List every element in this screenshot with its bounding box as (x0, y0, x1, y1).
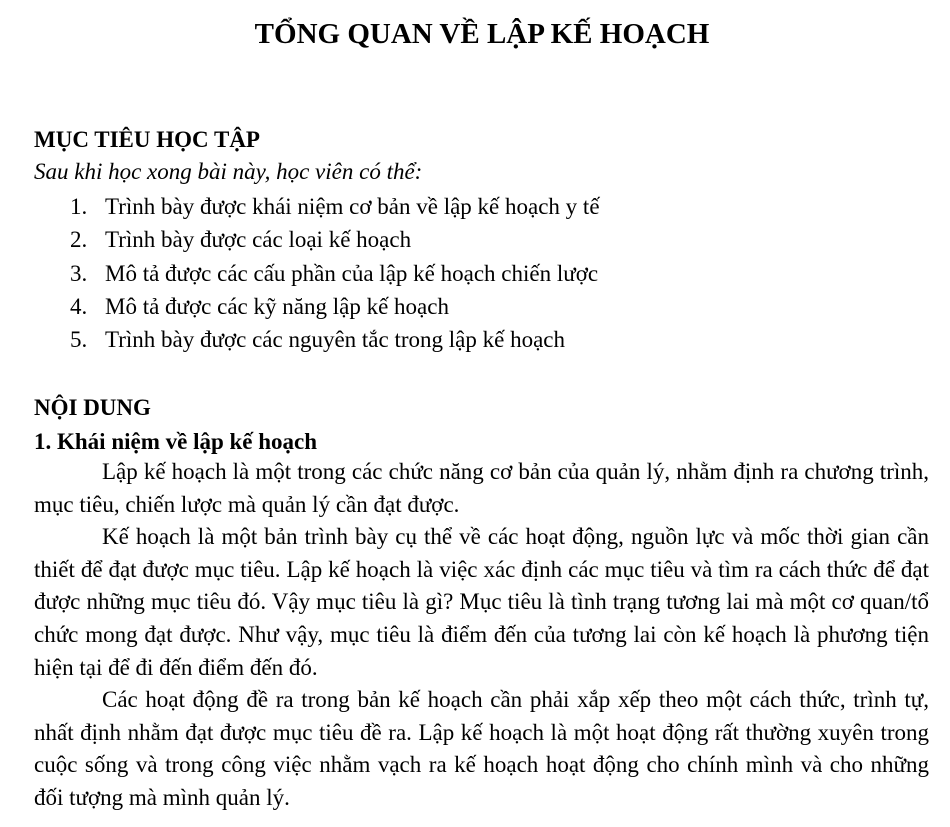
content-heading: NỘI DUNG (34, 395, 151, 420)
objective-number: 5. (70, 327, 88, 353)
objective-number: 2. (70, 227, 88, 253)
objective-number: 3. (70, 260, 88, 286)
objective-item (70, 223, 600, 256)
section-1-body (34, 456, 929, 815)
objective-text: Mô tả được các kỹ năng lập kế hoạch (105, 293, 449, 319)
body-paragraph: Các hoạt động đề ra trong bản kế hoạch cần phải xắp xếp theo một cách thức, trình tự, nhất định nhằm đạt được mục tiêu đề ra. Lập kế hoạch là một hoạt động rất thường xuyên trong cuộc sống và trong công việc nhằm vạch ra kế hoạch hoạt động cho chính mình và cho những đối tượng mà mình quản lý. (34, 687, 929, 810)
section-1-heading: 1. Khái niệm về lập kế hoạch (34, 429, 318, 454)
objective-text: Trình bày được các loại kế hoạch (105, 227, 412, 253)
objective-text: Mô tả được các cấu phần của lập kế hoạch chiến lược (105, 260, 599, 286)
objective-item (70, 290, 600, 323)
objective-number: 1. (70, 194, 88, 219)
objectives-list (70, 190, 600, 356)
objectives-heading: MỤC TIÊU HỌC TẬP (34, 127, 260, 152)
objective-text: Trình bày được các nguyên tắc trong lập kế hoạch (105, 327, 565, 353)
objective-number: 4. (70, 293, 88, 319)
objectives-intro: Sau khi học xong bài này, học viên có thể: (34, 159, 423, 184)
body-paragraph: Lập kế hoạch là một trong các chức năng cơ bản của quản lý, nhằm định ra chương trình, mục tiêu, chiến lược mà quản lý cần đạt được. (34, 459, 929, 517)
objective-text: Trình bày được khái niệm cơ bản về lập kế hoạch y tế (105, 194, 600, 219)
objective-item (70, 323, 600, 356)
document-title: TỔNG QUAN VỀ LẬP KẾ HOẠCH (254, 18, 710, 50)
objective-item (70, 190, 600, 223)
body-paragraph: Kế hoạch là một bản trình bày cụ thể về các hoạt động, nguồn lực và mốc thời gian cần thiết để đạt được mục tiêu. Lập kế hoạch là việc xác định các mục tiêu và tìm ra cách thức để đạt được những mục tiêu đó. Vậy mục tiêu là gì? Mục tiêu là tình trạng tương lai mà một cơ quan/tổ chức mong đạt được. Như vậy, mục tiêu là điểm đến của tương lai còn kế hoạch là phương tiện hiện tại để đi đến điểm đến đó. (34, 524, 929, 680)
objective-item (70, 257, 600, 290)
